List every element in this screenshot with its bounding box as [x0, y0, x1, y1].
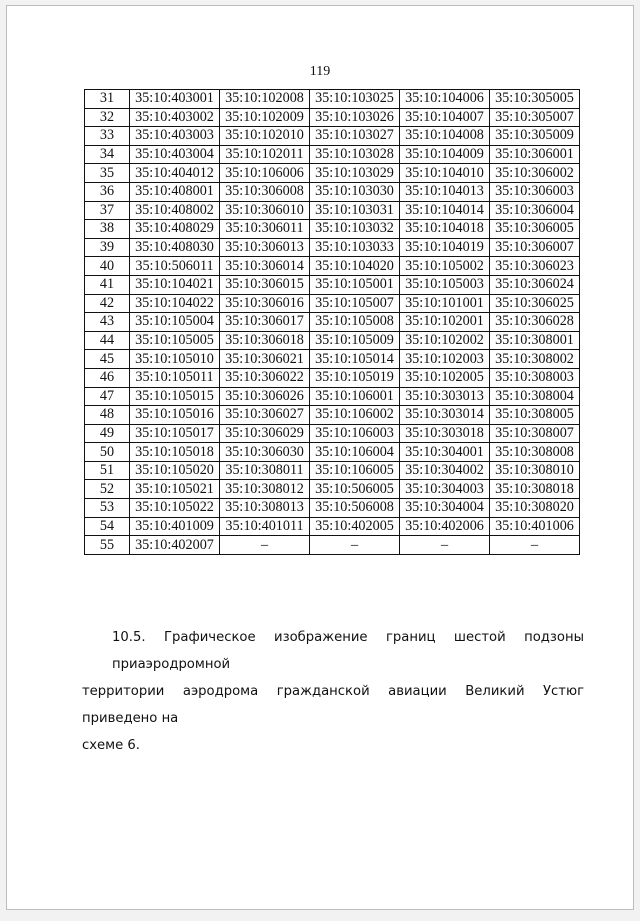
cadastral-code-cell: 35:10:402005 — [310, 517, 400, 536]
cadastral-code-cell: 35:10:308008 — [490, 443, 580, 462]
row-number-cell: 31 — [85, 90, 130, 109]
cadastral-code-cell: 35:10:401011 — [220, 517, 310, 536]
row-number-cell: 50 — [85, 443, 130, 462]
cadastral-code-cell: 35:10:308011 — [220, 461, 310, 480]
cadastral-code-cell: 35:10:401006 — [490, 517, 580, 536]
cadastral-code-cell: 35:10:306015 — [220, 275, 310, 294]
cadastral-code-cell: 35:10:306014 — [220, 257, 310, 276]
cadastral-code-cell: 35:10:305005 — [490, 90, 580, 109]
cadastral-code-cell: 35:10:104006 — [400, 90, 490, 109]
cadastral-code-cell: 35:10:308004 — [490, 387, 580, 406]
cadastral-code-cell: 35:10:306018 — [220, 331, 310, 350]
cadastral-code-cell: 35:10:104020 — [310, 257, 400, 276]
cadastral-code-cell: 35:10:104009 — [400, 145, 490, 164]
row-number-cell: 53 — [85, 499, 130, 518]
cadastral-code-cell: 35:10:105020 — [130, 461, 220, 480]
cadastral-code-cell: 35:10:306016 — [220, 294, 310, 313]
cadastral-code-cell: 35:10:105014 — [310, 350, 400, 369]
cadastral-code-cell: 35:10:105017 — [130, 424, 220, 443]
section-paragraph — [82, 624, 584, 759]
cadastral-code-cell: 35:10:306008 — [220, 182, 310, 201]
table-row — [85, 517, 580, 536]
cadastral-code-cell: 35:10:104019 — [400, 238, 490, 257]
row-number-cell: 37 — [85, 201, 130, 220]
table-row — [85, 238, 580, 257]
cadastral-code-cell: 35:10:105015 — [130, 387, 220, 406]
cadastral-code-cell: 35:10:105016 — [130, 406, 220, 425]
cadastral-code-cell: 35:10:403002 — [130, 108, 220, 127]
cadastral-code-cell: 35:10:304004 — [400, 499, 490, 518]
table-row — [85, 164, 580, 183]
cadastral-code-cell: 35:10:306007 — [490, 238, 580, 257]
cadastral-code-cell: 35:10:102003 — [400, 350, 490, 369]
cadastral-code-cell: 35:10:306025 — [490, 294, 580, 313]
row-number-cell: 42 — [85, 294, 130, 313]
table-row — [85, 127, 580, 146]
cadastral-code-cell: 35:10:303018 — [400, 424, 490, 443]
cadastral-code-cell: 35:10:102002 — [400, 331, 490, 350]
row-number-cell: 34 — [85, 145, 130, 164]
cadastral-code-cell: 35:10:506005 — [310, 480, 400, 499]
cadastral-code-cell: 35:10:306017 — [220, 313, 310, 332]
cadastral-code-cell: 35:10:308020 — [490, 499, 580, 518]
cadastral-code-cell: 35:10:105021 — [130, 480, 220, 499]
row-number-cell: 40 — [85, 257, 130, 276]
row-number-cell: 43 — [85, 313, 130, 332]
cadastral-code-cell: 35:10:306024 — [490, 275, 580, 294]
cadastral-code-cell: 35:10:105001 — [310, 275, 400, 294]
cadastral-code-cell: 35:10:104018 — [400, 220, 490, 239]
table-row — [85, 108, 580, 127]
cadastral-code-cell: 35:10:308007 — [490, 424, 580, 443]
cadastral-code-cell: 35:10:305009 — [490, 127, 580, 146]
cadastral-code-cell: 35:10:306005 — [490, 220, 580, 239]
row-number-cell: 51 — [85, 461, 130, 480]
table-row — [85, 480, 580, 499]
cadastral-code-cell: 35:10:306027 — [220, 406, 310, 425]
cadastral-code-cell: 35:10:102008 — [220, 90, 310, 109]
cadastral-code-cell: 35:10:103025 — [310, 90, 400, 109]
table-row — [85, 350, 580, 369]
cadastral-code-cell: 35:10:106005 — [310, 461, 400, 480]
cadastral-code-cell: 35:10:306011 — [220, 220, 310, 239]
row-number-cell: 52 — [85, 480, 130, 499]
cadastral-code-cell: 35:10:105004 — [130, 313, 220, 332]
cadastral-code-cell: 35:10:304002 — [400, 461, 490, 480]
row-number-cell: 47 — [85, 387, 130, 406]
cadastral-code-cell: 35:10:105022 — [130, 499, 220, 518]
cadastral-code-cell: – — [310, 536, 400, 555]
cadastral-code-cell: 35:10:308001 — [490, 331, 580, 350]
paragraph-line-1: 10.5. Графическое изображение границ шестой подзоны приаэродромной — [112, 630, 584, 672]
cadastral-code-cell: 35:10:306003 — [490, 182, 580, 201]
cadastral-code-cell: 35:10:402006 — [400, 517, 490, 536]
cadastral-code-cell: 35:10:306022 — [220, 368, 310, 387]
cadastral-code-cell: 35:10:308003 — [490, 368, 580, 387]
cadastral-code-cell: 35:10:306004 — [490, 201, 580, 220]
cadastral-code-cell: 35:10:306002 — [490, 164, 580, 183]
table-row — [85, 331, 580, 350]
cadastral-code-cell: 35:10:506008 — [310, 499, 400, 518]
cadastral-code-cell: 35:10:104008 — [400, 127, 490, 146]
cadastral-code-cell: 35:10:408030 — [130, 238, 220, 257]
cadastral-code-cell: 35:10:305007 — [490, 108, 580, 127]
table-row — [85, 220, 580, 239]
cadastral-code-cell: 35:10:304003 — [400, 480, 490, 499]
table-row — [85, 368, 580, 387]
cadastral-code-cell: 35:10:103031 — [310, 201, 400, 220]
cadastral-code-cell: 35:10:105007 — [310, 294, 400, 313]
cadastral-code-cell: 35:10:303014 — [400, 406, 490, 425]
cadastral-code-cell: 35:10:105002 — [400, 257, 490, 276]
table-row — [85, 424, 580, 443]
cadastral-code-cell: 35:10:506011 — [130, 257, 220, 276]
paragraph-line-2: территории аэродрома гражданской авиации Великий Устюг приведено на — [82, 684, 584, 726]
cadastral-code-cell: 35:10:303013 — [400, 387, 490, 406]
row-number-cell: 35 — [85, 164, 130, 183]
table-row — [85, 461, 580, 480]
table-row — [85, 201, 580, 220]
row-number-cell: 38 — [85, 220, 130, 239]
cadastral-code-cell: 35:10:104013 — [400, 182, 490, 201]
cadastral-code-cell: 35:10:103026 — [310, 108, 400, 127]
cadastral-code-cell: 35:10:106002 — [310, 406, 400, 425]
table-row — [85, 313, 580, 332]
cadastral-code-cell: 35:10:104010 — [400, 164, 490, 183]
cadastral-code-cell: 35:10:105019 — [310, 368, 400, 387]
row-number-cell: 46 — [85, 368, 130, 387]
cadastral-code-cell: 35:10:306026 — [220, 387, 310, 406]
cadastral-code-cell: 35:10:306030 — [220, 443, 310, 462]
cadastral-code-cell: 35:10:103032 — [310, 220, 400, 239]
row-number-cell: 41 — [85, 275, 130, 294]
cadastral-code-cell: 35:10:105009 — [310, 331, 400, 350]
document-page — [6, 5, 634, 910]
cadastral-code-cell: 35:10:105018 — [130, 443, 220, 462]
cadastral-code-cell: 35:10:308018 — [490, 480, 580, 499]
table-row — [85, 182, 580, 201]
cadastral-code-cell: – — [220, 536, 310, 555]
cadastral-code-cell: 35:10:105003 — [400, 275, 490, 294]
cadastral-code-cell: 35:10:106001 — [310, 387, 400, 406]
cadastral-code-cell: 35:10:106003 — [310, 424, 400, 443]
cadastral-code-cell: 35:10:402007 — [130, 536, 220, 555]
row-number-cell: 44 — [85, 331, 130, 350]
cadastral-code-cell: 35:10:102001 — [400, 313, 490, 332]
row-number-cell: 49 — [85, 424, 130, 443]
cadastral-code-cell: 35:10:403004 — [130, 145, 220, 164]
cadastral-code-cell: 35:10:102010 — [220, 127, 310, 146]
row-number-cell: 54 — [85, 517, 130, 536]
table-row — [85, 275, 580, 294]
cadastral-code-cell: 35:10:306029 — [220, 424, 310, 443]
row-number-cell: 32 — [85, 108, 130, 127]
row-number-cell: 48 — [85, 406, 130, 425]
cadastral-code-cell: 35:10:308010 — [490, 461, 580, 480]
cadastral-code-cell: 35:10:104021 — [130, 275, 220, 294]
row-number-cell: 55 — [85, 536, 130, 555]
cadastral-code-cell: 35:10:403001 — [130, 90, 220, 109]
cadastral-code-cell: 35:10:308002 — [490, 350, 580, 369]
row-number-cell: 33 — [85, 127, 130, 146]
cadastral-code-cell: 35:10:105010 — [130, 350, 220, 369]
cadastral-code-cell: 35:10:306021 — [220, 350, 310, 369]
cadastral-code-cell: 35:10:102009 — [220, 108, 310, 127]
cadastral-code-cell: 35:10:401009 — [130, 517, 220, 536]
cadastral-code-cell: 35:10:408002 — [130, 201, 220, 220]
row-number-cell: 36 — [85, 182, 130, 201]
table-row — [85, 257, 580, 276]
cadastral-code-cell: 35:10:103028 — [310, 145, 400, 164]
cadastral-code-cell: – — [490, 536, 580, 555]
cadastral-code-cell: 35:10:105011 — [130, 368, 220, 387]
page-number: 119 — [309, 64, 331, 79]
row-number-cell: 39 — [85, 238, 130, 257]
cadastral-code-cell: 35:10:103029 — [310, 164, 400, 183]
cadastral-code-cell: 35:10:404012 — [130, 164, 220, 183]
row-number-cell: 45 — [85, 350, 130, 369]
cadastral-table — [84, 89, 580, 555]
cadastral-code-cell: 35:10:104014 — [400, 201, 490, 220]
cadastral-code-cell: 35:10:308005 — [490, 406, 580, 425]
cadastral-code-cell: 35:10:103033 — [310, 238, 400, 257]
cadastral-code-cell: 35:10:104007 — [400, 108, 490, 127]
table-row — [85, 536, 580, 555]
table-row — [85, 406, 580, 425]
cadastral-code-cell: 35:10:408029 — [130, 220, 220, 239]
cadastral-code-cell: 35:10:306013 — [220, 238, 310, 257]
cadastral-code-cell: 35:10:306010 — [220, 201, 310, 220]
cadastral-code-cell: 35:10:403003 — [130, 127, 220, 146]
cadastral-code-cell: 35:10:104022 — [130, 294, 220, 313]
cadastral-code-cell: 35:10:103027 — [310, 127, 400, 146]
cadastral-code-cell: 35:10:408001 — [130, 182, 220, 201]
cadastral-code-cell: – — [400, 536, 490, 555]
cadastral-code-cell: 35:10:306001 — [490, 145, 580, 164]
paragraph-line-3: схеме 6. — [82, 738, 141, 753]
table-row — [85, 387, 580, 406]
cadastral-code-cell: 35:10:304001 — [400, 443, 490, 462]
cadastral-code-cell: 35:10:106004 — [310, 443, 400, 462]
table-row — [85, 443, 580, 462]
cadastral-code-cell: 35:10:102011 — [220, 145, 310, 164]
cadastral-code-cell: 35:10:102005 — [400, 368, 490, 387]
cadastral-table-body — [85, 90, 580, 555]
table-row — [85, 499, 580, 518]
cadastral-code-cell: 35:10:106006 — [220, 164, 310, 183]
table-row — [85, 145, 580, 164]
cadastral-code-cell: 35:10:306028 — [490, 313, 580, 332]
cadastral-code-cell: 35:10:103030 — [310, 182, 400, 201]
cadastral-code-cell: 35:10:306023 — [490, 257, 580, 276]
table-row — [85, 294, 580, 313]
cadastral-code-cell: 35:10:308013 — [220, 499, 310, 518]
table-row — [85, 90, 580, 109]
cadastral-code-cell: 35:10:105005 — [130, 331, 220, 350]
cadastral-code-cell: 35:10:105008 — [310, 313, 400, 332]
cadastral-code-cell: 35:10:101001 — [400, 294, 490, 313]
cadastral-code-cell: 35:10:308012 — [220, 480, 310, 499]
